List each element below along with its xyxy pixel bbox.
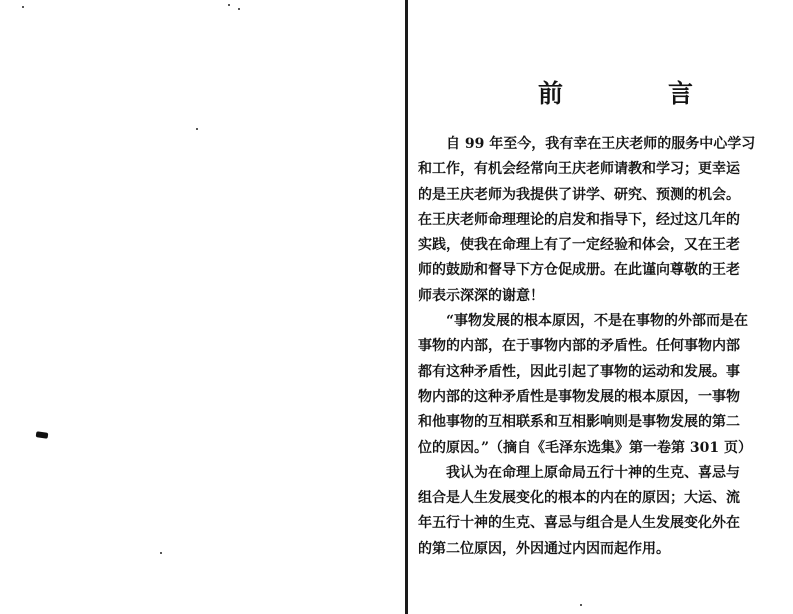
- text-line: “事物发展的根本原因，不是在事物的外部而是在: [446, 313, 749, 330]
- scan-speck: [22, 6, 24, 8]
- scan-speck: [196, 128, 198, 130]
- text-line: 和他事物的互相联系和互相影响则是事物发展的第二: [418, 414, 740, 431]
- text-line: 事物的内部，在于事物内部的矛盾性。任何事物内部: [418, 338, 740, 355]
- scan-speck: [228, 4, 230, 6]
- text-line: 位的原因。”（摘自《毛泽东选集》第一卷第 301 页）: [418, 439, 753, 456]
- page-title: 前 言: [538, 79, 734, 108]
- text-line: 物内部的这种矛盾性是事物发展的根本原因，一事物: [418, 388, 740, 405]
- preface-body: [418, 132, 770, 562]
- text-line: 年五行十神的生克、喜忌与组合是人生发展变化外在: [418, 515, 740, 532]
- text-line: 组合是人生发展变化的根本的内在的原因；大运、流: [418, 490, 740, 507]
- scan-speck: [238, 8, 240, 10]
- scan-ink-blot: [36, 431, 49, 439]
- text-line: 和工作，有机会经常向王庆老师请教和学习；更幸运: [418, 161, 740, 178]
- text-line: 的是王庆老师为我提供了讲学、研究、预测的机会。: [418, 186, 740, 203]
- text-line: 师的鼓励和督导下方仓促成册。在此谨向尊敬的王老: [418, 262, 740, 279]
- scan-speck: [160, 552, 162, 554]
- text-line: 我认为在命理上原命局五行十神的生克、喜忌与: [446, 464, 740, 481]
- text-line: 都有这种矛盾性，因此引起了事物的运动和发展。事: [418, 363, 740, 380]
- text-line: 的第二位原因，外因通过内因而起作用。: [418, 540, 670, 557]
- text-line: 在王庆老师命理理论的启发和指导下，经过这几年的: [418, 211, 740, 228]
- scan-speck: [580, 604, 582, 606]
- text-line: 自 99 年至今，我有幸在王庆老师的服务中心学习: [446, 136, 756, 152]
- text-line: 师表示深深的谢意！: [418, 287, 544, 304]
- text-line: 实践，使我在命理上有了一定经验和体会，又在王老: [418, 237, 740, 254]
